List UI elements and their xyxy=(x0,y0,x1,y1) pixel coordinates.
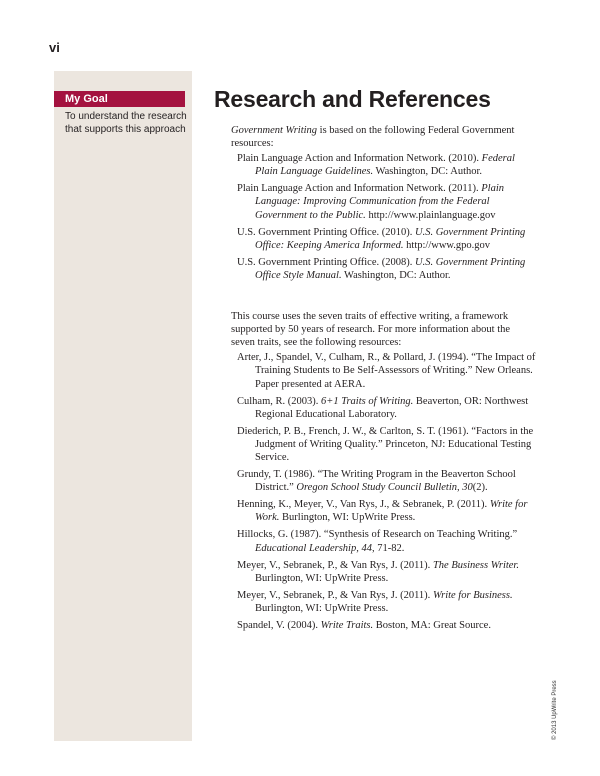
reference-title: Write for Business. xyxy=(432,589,513,601)
reference-text: U.S. Government Printing Office. (2010). xyxy=(237,226,415,238)
reference-entry xyxy=(237,468,536,494)
reference-entry xyxy=(237,528,536,554)
reference-publisher: Washington, DC: Author. xyxy=(341,269,451,281)
reference-publisher: http://www.gpo.gov xyxy=(403,239,491,251)
reference-entry xyxy=(237,589,536,615)
reference-entry xyxy=(237,498,536,524)
traits-references-list xyxy=(237,351,536,632)
reference-text: Arter, J., Spandel, V., Culham, R., & Pollard, J. (1994). “The Impact of Training Students to Be Self-Assessors of Writing.” New Orleans. Paper presented at AERA. xyxy=(237,352,536,390)
reference-text: Diederich, P. B., French, J. W., & Carlton, S. T. (1961). “Factors in the Judgment of Writing Quality.” Princeton, NJ: Educational Testing Service. xyxy=(237,425,534,463)
reference-text: Plain Language Action and Information Network. (2011). xyxy=(237,183,482,195)
reference-title: Plain Language: Improving Communication from the Federal Government to the Public. xyxy=(255,183,505,221)
reference-entry xyxy=(237,619,536,632)
federal-references-list xyxy=(237,152,536,282)
reference-text: Plain Language Action and Information Network. (2010). xyxy=(237,153,482,165)
copyright-notice: © 2013 UpWrite Press xyxy=(552,680,558,740)
reference-title: Oregon School Study Council Bulletin, 30 xyxy=(296,482,473,494)
reference-publisher: Boston, MA: Great Source. xyxy=(373,620,491,631)
reference-entry xyxy=(237,351,536,390)
reference-publisher: Burlington, WI: UpWrite Press. xyxy=(255,602,389,614)
reference-entry xyxy=(237,182,536,221)
reference-text: Spandel, V. (2004). xyxy=(237,620,321,631)
reference-entry xyxy=(237,559,536,585)
reference-text: Grundy, T. (1986). “The Writing Program in the Beaverton School District.” xyxy=(237,469,516,494)
page-number: vi xyxy=(49,40,60,55)
goal-text: To understand the research that supports this approach xyxy=(65,111,187,135)
reference-title: Write for Work. xyxy=(255,499,528,524)
reference-title: Educational Leadership, 44, xyxy=(255,542,375,554)
reference-publisher: http://www.plainlanguage.gov xyxy=(365,209,496,221)
reference-entry xyxy=(237,395,536,421)
reference-publisher: (2). xyxy=(472,482,488,494)
reference-text: Culham, R. (2003). xyxy=(237,395,321,407)
reference-entry xyxy=(237,425,536,464)
reference-text: Henning, K., Meyer, V., Van Rys, J., & Sebranek, P. (2011). xyxy=(237,499,490,511)
sidebar-panel xyxy=(54,71,192,741)
reference-title: U.S. Government Printing Office: Keeping America Informed. xyxy=(255,226,526,251)
reference-entry xyxy=(237,226,536,252)
reference-title: The Business Writer. xyxy=(432,559,519,571)
reference-publisher: Burlington, WI: UpWrite Press. xyxy=(279,512,416,524)
reference-publisher: Beaverton, OR: Northwest Regional Educational Laboratory. xyxy=(255,395,529,420)
reference-text: U.S. Government Printing Office. (2008). xyxy=(237,256,415,268)
reference-title: Write Traits. xyxy=(320,620,374,631)
reference-publisher: Burlington, WI: UpWrite Press. xyxy=(255,572,389,584)
main-content xyxy=(231,124,536,636)
intro-paragraph-2: This course uses the seven traits of effective writing, a framework supported by 50 years of research. For more information about the seven traits, see the following resources: xyxy=(231,311,511,349)
reference-publisher: 71-82. xyxy=(374,542,405,554)
reference-text: Meyer, V., Sebranek, P., & Van Rys, J. (2011). xyxy=(237,559,433,571)
reference-title: U.S. Government Printing Office Style Manual. xyxy=(255,256,526,281)
reference-entry xyxy=(237,256,536,282)
intro-italic: Government Writing xyxy=(231,125,318,136)
reference-entry xyxy=(237,152,536,178)
page-title: Research and References xyxy=(214,86,491,112)
goal-title: My Goal xyxy=(65,93,108,105)
reference-publisher: Washington, DC: Author. xyxy=(373,166,483,178)
reference-title: 6+1 Traits of Writing. xyxy=(321,395,414,407)
reference-title: Federal Plain Language Guidelines. xyxy=(255,153,515,178)
intro-paragraph-1 xyxy=(231,124,536,150)
intro-text: is based on the following Federal Government resources: xyxy=(231,125,515,150)
reference-text: Meyer, V., Sebranek, P., & Van Rys, J. (2011). xyxy=(237,589,433,601)
reference-text: Hillocks, G. (1987). “Synthesis of Research on Teaching Writing.” xyxy=(237,529,518,541)
